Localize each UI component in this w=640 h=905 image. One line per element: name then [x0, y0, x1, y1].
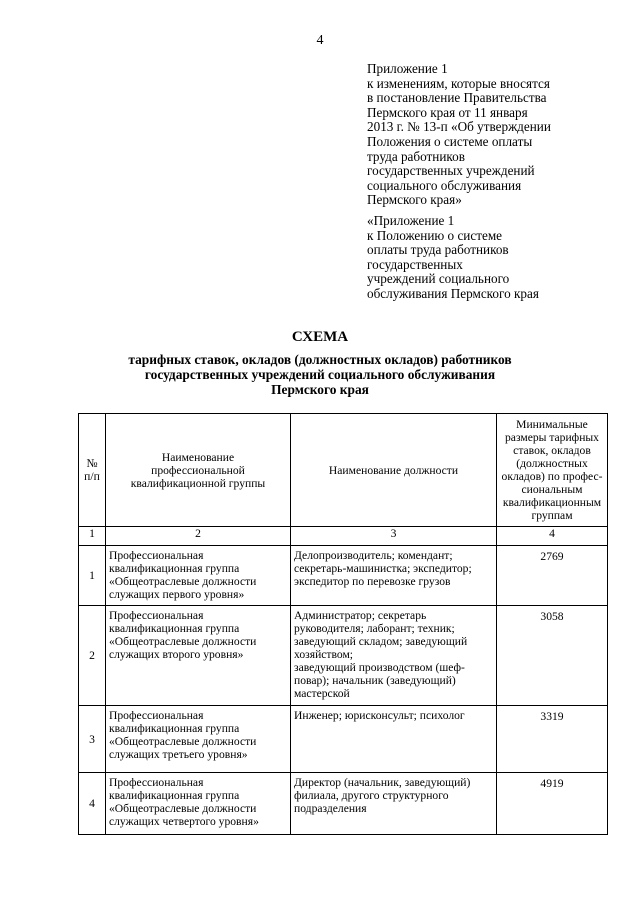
cell-line: подразделения: [294, 802, 367, 815]
appendix-line: оплаты труда работников: [367, 242, 509, 258]
column-number-row: [79, 527, 608, 546]
row-number: 2: [79, 606, 106, 706]
appendix-line: в постановление Правительства: [367, 90, 547, 106]
subtitle-line: Пермского края: [271, 382, 369, 397]
cell-line: Профессиональная: [109, 709, 204, 722]
row-number: 3: [79, 706, 106, 773]
subtitle-line: государственных учреждений социального обслуживания: [144, 367, 496, 382]
column-number: 1: [79, 527, 106, 546]
cell-line: хозяйством;: [294, 648, 354, 661]
appendix-line: к Положению о системе: [367, 227, 503, 243]
appendix-line: «Приложение 1: [367, 213, 455, 228]
cell-line: служащих четвертого уровня»: [109, 815, 259, 828]
cell-line: Профессиональная: [109, 609, 204, 622]
cell-line: повар); начальник (заведующий): [294, 674, 456, 687]
cell-line: «Общеотраслевые должности: [109, 802, 257, 815]
salary-value: 3319: [497, 706, 608, 773]
column-number: 3: [291, 527, 497, 546]
cell-line: квалификационная группа: [109, 622, 240, 635]
cell-line: заведующий производством (шеф-: [294, 661, 465, 674]
header-line: размеры тарифных: [505, 431, 599, 444]
document-subtitle: [0, 352, 640, 397]
cell-line: секретарь-машинистка; экспедитор;: [294, 562, 472, 575]
header-line: п/п: [84, 470, 100, 483]
header-line: (должностных: [516, 457, 588, 470]
row-number: 1: [79, 546, 106, 606]
positions-cell: [291, 606, 497, 706]
cell-line: служащих третьего уровня»: [109, 748, 248, 761]
header-line: квалификационной группы: [130, 476, 266, 490]
positions-cell: [291, 773, 497, 835]
table-header-row: [79, 414, 608, 527]
appendix-line: государственных: [367, 256, 463, 272]
header-group: [106, 414, 291, 527]
group-name-cell: [106, 606, 291, 706]
appendix-line: Пермского края от 11 января: [367, 104, 528, 120]
salary-value: 2769: [497, 546, 608, 606]
appendix-line: труда работников: [367, 148, 465, 164]
appendix-line: обслуживания Пермского края: [367, 285, 539, 301]
appendix-line: государственных учреждений: [367, 163, 535, 179]
header-line: Наименование: [161, 450, 235, 464]
header-line: ставок, окладов: [513, 444, 591, 457]
cell-line: филиала, другого структурного: [294, 789, 449, 802]
group-name-cell: [106, 706, 291, 773]
group-name-cell: [106, 773, 291, 835]
cell-line: Профессиональная: [109, 776, 204, 789]
cell-line: Инженер; юрисконсульт; психолог: [294, 709, 465, 722]
appendix-line: Положения о системе оплаты: [367, 133, 533, 149]
header-line: Минимальные: [516, 418, 588, 431]
cell-line: квалификационная группа: [109, 562, 240, 575]
cell-line: заведующий складом; заведующий: [294, 635, 468, 648]
cell-line: Директор (начальник, заведующий): [294, 776, 471, 789]
header-line: сиональным: [521, 483, 583, 496]
column-number: 4: [497, 527, 608, 546]
appendix-line: социального обслуживания: [367, 177, 522, 193]
table-row: [79, 773, 608, 835]
group-name-cell: [106, 546, 291, 606]
header-line: №: [86, 457, 98, 470]
cell-line: квалификационная группа: [109, 789, 240, 802]
cell-line: «Общеотраслевые должности: [109, 735, 257, 748]
header-salary: [497, 414, 608, 527]
cell-line: служащих второго уровня»: [109, 648, 244, 661]
header-line: окладов) по профес-: [501, 470, 603, 483]
header-line: группам: [531, 509, 573, 522]
cell-line: «Общеотраслевые должности: [109, 575, 257, 588]
table-row: [79, 606, 608, 706]
appendix-line: учреждений социального: [367, 271, 510, 287]
document-title: СХЕМА: [291, 329, 349, 345]
column-number: 2: [106, 527, 291, 546]
table-row: [79, 546, 608, 606]
header-line: профессиональной: [151, 463, 245, 477]
positions-cell: [291, 706, 497, 773]
row-number: 4: [79, 773, 106, 835]
positions-cell: [291, 546, 497, 606]
header-line: Наименование должности: [328, 463, 459, 477]
page-number: 4: [316, 33, 324, 48]
appendix-line: к изменениям, которые вносятся: [367, 75, 550, 91]
salary-value: 3058: [497, 606, 608, 706]
appendix-line: Приложение 1: [367, 61, 448, 76]
salary-value: 4919: [497, 773, 608, 835]
cell-line: экспедитор по перевозке грузов: [294, 575, 451, 588]
appendix-note-regulation: [367, 214, 539, 302]
header-position: [291, 414, 497, 527]
salary-schema-table: [78, 413, 608, 835]
cell-line: Администратор; секретарь: [294, 609, 427, 622]
cell-line: Делопроизводитель; комендант;: [294, 549, 453, 562]
cell-line: руководителя; лаборант; техник;: [294, 622, 455, 635]
appendix-line: Пермского края»: [367, 192, 462, 208]
subtitle-line: тарифных ставок, окладов (должностных окладов) работников: [128, 352, 512, 367]
header-line: квалификационным: [502, 496, 602, 509]
appendix-note-amendments: [367, 62, 551, 208]
cell-line: «Общеотраслевые должности: [109, 635, 257, 648]
table-row: [79, 706, 608, 773]
appendix-line: 2013 г. № 13-п «Об утверждении: [367, 119, 551, 135]
cell-line: квалификационная группа: [109, 722, 240, 735]
cell-line: служащих первого уровня»: [109, 588, 245, 601]
header-number: [79, 414, 106, 527]
cell-line: Профессиональная: [109, 549, 204, 562]
cell-line: мастерской: [294, 687, 350, 700]
